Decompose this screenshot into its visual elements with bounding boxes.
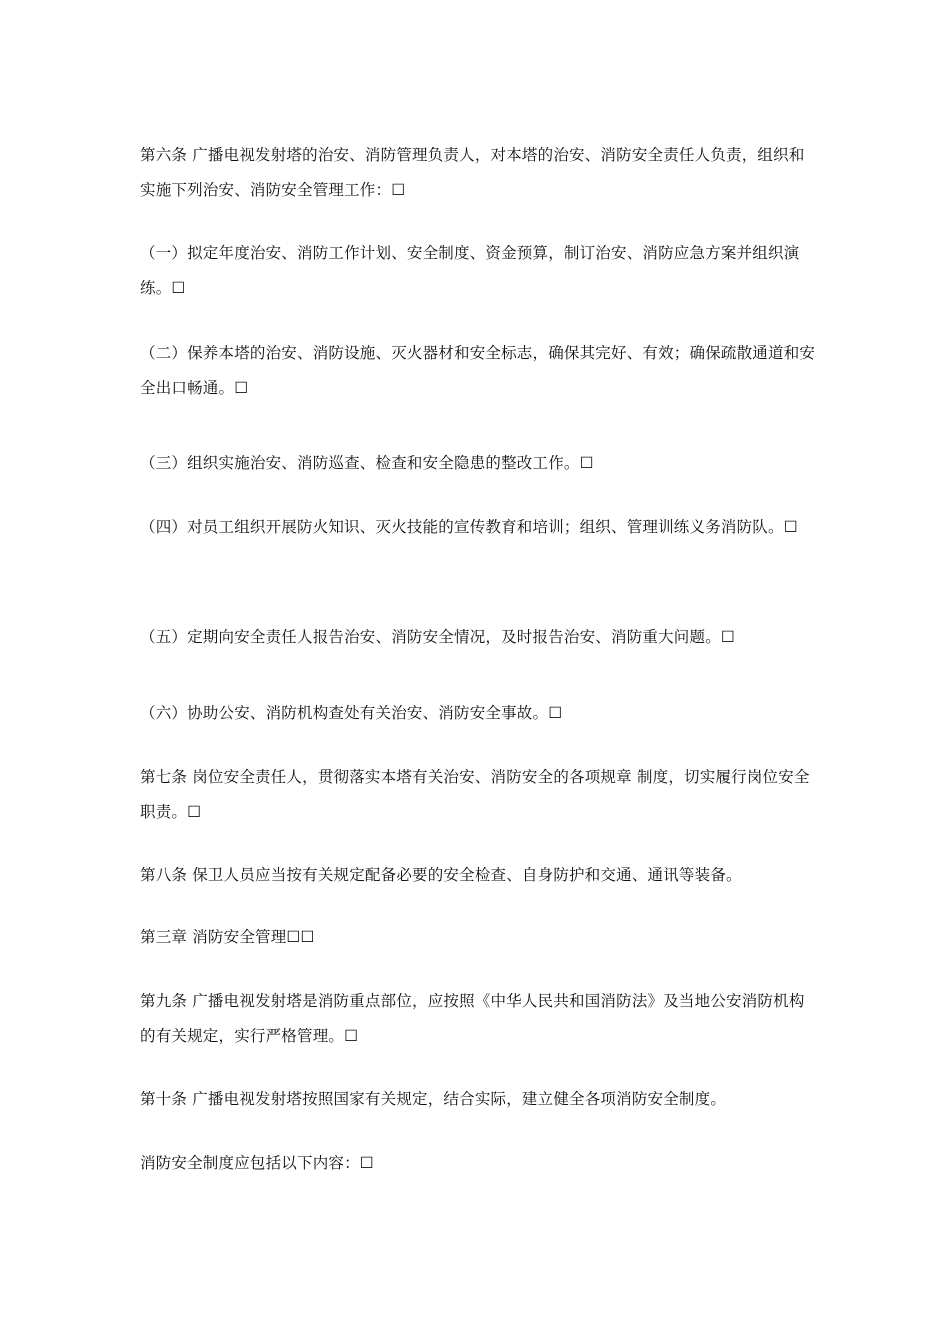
article-7-paragraph: 第七条 岗位安全责任人，贯彻落实本塔有关治安、消防安全的各项规章 制度，切实履行岗位安全职责。☐	[140, 768, 810, 821]
article-6-item-1: （一）拟定年度治安、消防工作计划、安全制度、资金预算，制订治安、消防应急方案并组织演练。☐	[140, 244, 800, 297]
article-8-paragraph: 第八条 保卫人员应当按有关规定配备必要的安全检查、自身防护和交通、通讯等装备。	[140, 866, 742, 884]
chapter-3-heading: 第三章 消防安全管理☐☐	[140, 928, 315, 946]
article-10-paragraph: 第十条 广播电视发射塔按照国家有关规定，结合实际，建立健全各项消防安全制度。	[140, 1090, 727, 1108]
fire-safety-rules-intro: 消防安全制度应包括以下内容：☐	[140, 1154, 374, 1172]
article-6-item-4: （四）对员工组织开展防火知识、灭火技能的宣传教育和培训；组织、管理训练义务消防队。☐	[140, 518, 798, 536]
article-6-item-6: （六）协助公安、消防机构查处有关治安、消防安全事故。☐	[140, 704, 563, 722]
article-6-item-5: （五）定期向安全责任人报告治安、消防安全情况，及时报告治安、消防重大问题。☐	[140, 628, 735, 646]
article-9-paragraph: 第九条 广播电视发射塔是消防重点部位，应按照《中华人民共和国消防法》及当地公安消防机构的有关规定，实行严格管理。☐	[140, 992, 805, 1045]
article-6-paragraph: 第六条 广播电视发射塔的治安、消防管理负责人，对本塔的治安、消防安全责任人负责，组织和实施下列治安、消防安全管理工作：☐	[140, 146, 805, 199]
article-6-item-2: （二）保养本塔的治安、消防设施、灭火器材和安全标志，确保其完好、有效；确保疏散通道和安全出口畅通。☐	[140, 344, 816, 397]
article-6-item-3: （三）组织实施治安、消防巡查、检查和安全隐患的整改工作。☐	[140, 454, 594, 472]
